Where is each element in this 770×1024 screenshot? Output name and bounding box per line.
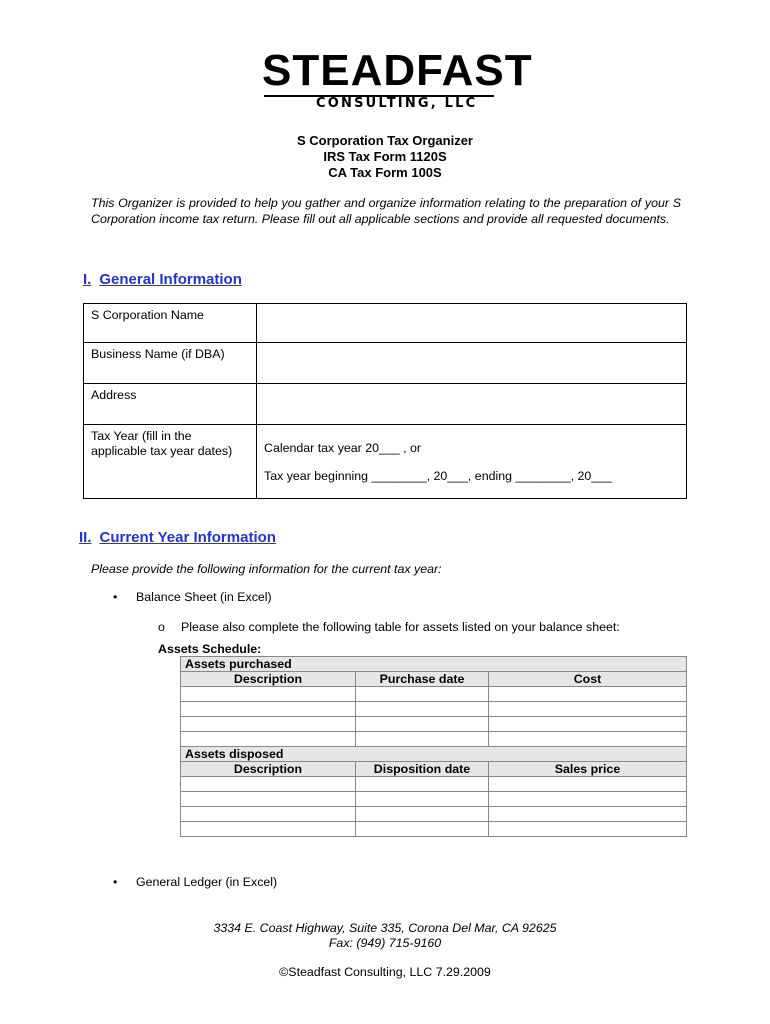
intro-paragraph: This Organizer is provided to help you gather and organize information relating to the preparation of your S Corporation income tax return. Please fill out all applicable sections and provide all requested documents. xyxy=(91,196,681,226)
section-2-number: II. xyxy=(79,529,92,546)
balance-sheet-item: Balance Sheet (in Excel) xyxy=(136,590,272,604)
section-2-heading xyxy=(79,529,276,546)
ca-form-title: CA Tax Form 100S xyxy=(328,165,442,180)
section-1-title: General Information xyxy=(99,271,242,288)
logo-subtitle: CONSULTING, LLC xyxy=(316,96,478,111)
disposed-description-header: Description xyxy=(181,762,356,777)
disposed-description-cell[interactable] xyxy=(181,822,356,837)
section-2-title: Current Year Information xyxy=(99,529,276,546)
purchased-description-cell[interactable] xyxy=(181,732,356,747)
tax-year-label: Tax Year (fill in the applicable tax year dates) xyxy=(84,425,257,499)
disposition-date-cell[interactable] xyxy=(356,822,489,837)
table-row xyxy=(84,384,687,425)
section-1-number: I. xyxy=(83,271,92,288)
sales-price-cell[interactable] xyxy=(489,777,687,792)
address-field[interactable] xyxy=(257,384,687,425)
irs-form-title: IRS Tax Form 1120S xyxy=(323,149,447,164)
cost-cell[interactable] xyxy=(489,702,687,717)
purchased-description-cell[interactable] xyxy=(181,702,356,717)
table-row xyxy=(181,762,687,777)
table-row xyxy=(84,343,687,384)
disposition-date-cell[interactable] xyxy=(356,807,489,822)
assets-purchased-label: Assets purchased xyxy=(181,657,687,672)
sales-price-cell[interactable] xyxy=(489,822,687,837)
disposition-date-header: Disposition date xyxy=(356,762,489,777)
table-row xyxy=(181,732,687,747)
logo-wordmark: STEADFAST xyxy=(262,46,533,95)
cost-cell[interactable] xyxy=(489,732,687,747)
assets-disposed-label: Assets disposed xyxy=(181,747,687,762)
bullet-icon: • xyxy=(113,590,118,604)
purchase-date-header: Purchase date xyxy=(356,672,489,687)
section-1-heading xyxy=(83,271,242,288)
disposed-description-cell[interactable] xyxy=(181,807,356,822)
sub-bullet-icon: o xyxy=(158,620,165,634)
bullet-icon: • xyxy=(113,875,118,889)
assets-schedule-table xyxy=(180,656,687,837)
cost-header: Cost xyxy=(489,672,687,687)
cost-cell[interactable] xyxy=(489,687,687,702)
corporation-name-label: S Corporation Name xyxy=(84,304,257,343)
purchase-date-cell[interactable] xyxy=(356,732,489,747)
current-year-prompt: Please provide the following information for the current tax year: xyxy=(91,562,442,576)
table-row xyxy=(181,807,687,822)
sales-price-cell[interactable] xyxy=(489,807,687,822)
purchased-description-cell[interactable] xyxy=(181,687,356,702)
table-row xyxy=(181,657,687,672)
disposed-description-cell[interactable] xyxy=(181,777,356,792)
form-title: S Corporation Tax Organizer xyxy=(296,133,473,148)
sales-price-header: Sales price xyxy=(489,762,687,777)
footer-address: 3334 E. Coast Highway, Suite 335, Corona Del Mar, CA 92625 xyxy=(213,921,557,935)
disposition-date-cell[interactable] xyxy=(356,777,489,792)
purchased-description-header: Description xyxy=(181,672,356,687)
table-row xyxy=(181,747,687,762)
assets-schedule-title: Assets Schedule: xyxy=(158,642,262,656)
business-name-field[interactable] xyxy=(257,343,687,384)
purchased-description-cell[interactable] xyxy=(181,717,356,732)
general-ledger-item: General Ledger (in Excel) xyxy=(136,875,278,889)
table-row xyxy=(84,425,687,499)
table-row xyxy=(181,792,687,807)
footer-copyright: ©Steadfast Consulting, LLC 7.29.2009 xyxy=(279,965,491,979)
address-label: Address xyxy=(84,384,257,425)
tax-year-field[interactable] xyxy=(257,425,687,499)
corporation-name-field[interactable] xyxy=(257,304,687,343)
purchase-date-cell[interactable] xyxy=(356,687,489,702)
general-information-table xyxy=(83,303,687,499)
disposed-description-cell[interactable] xyxy=(181,792,356,807)
disposition-date-cell[interactable] xyxy=(356,792,489,807)
assets-table-instruction: Please also complete the following table for assets listed on your balance sheet: xyxy=(181,620,620,634)
table-row xyxy=(181,687,687,702)
footer-fax: Fax: (949) 715-9160 xyxy=(328,936,442,950)
table-row xyxy=(181,777,687,792)
table-row xyxy=(181,672,687,687)
business-name-label: Business Name (if DBA) xyxy=(84,343,257,384)
sales-price-cell[interactable] xyxy=(489,792,687,807)
purchase-date-cell[interactable] xyxy=(356,702,489,717)
table-row xyxy=(181,822,687,837)
calendar-tax-year-text: Calendar tax year 20___ , or xyxy=(264,441,422,455)
table-row xyxy=(181,702,687,717)
cost-cell[interactable] xyxy=(489,717,687,732)
table-row xyxy=(181,717,687,732)
table-row xyxy=(84,304,687,343)
fiscal-tax-year-text: Tax year beginning ________, 20___, ending ________, 20___ xyxy=(264,469,612,483)
purchase-date-cell[interactable] xyxy=(356,717,489,732)
